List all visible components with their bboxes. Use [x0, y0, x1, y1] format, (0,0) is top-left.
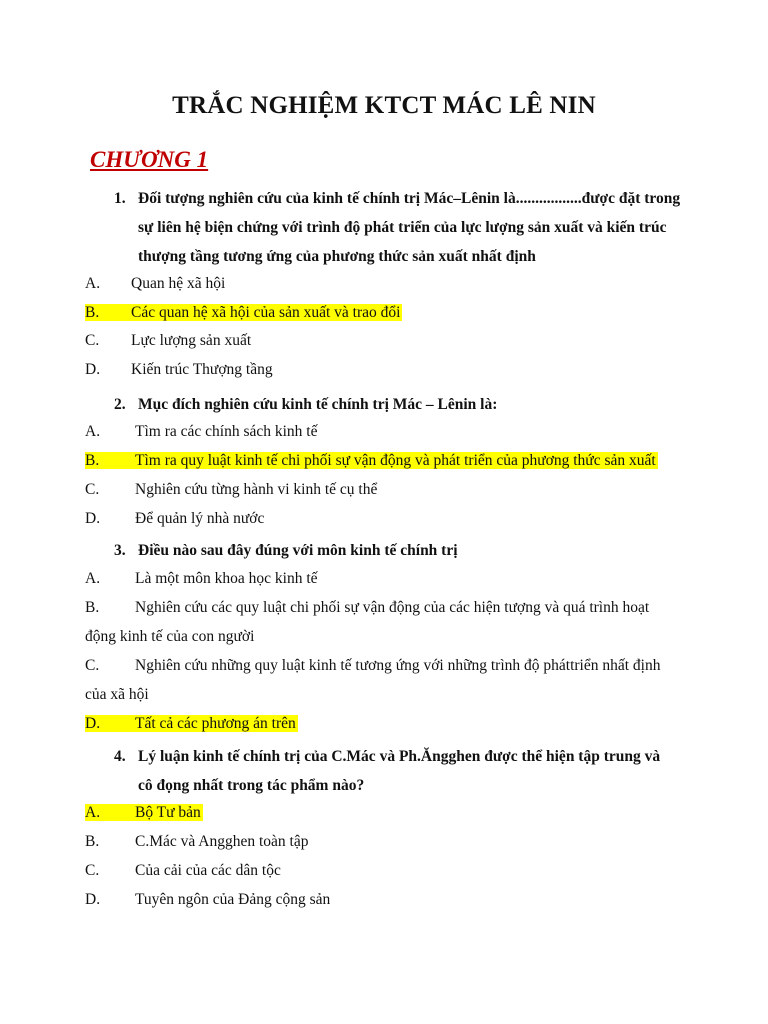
question-text-line: Mục đích nghiên cứu kinh tế chính trị Mác – Lênin là: — [138, 396, 498, 413]
option-letter: D. — [85, 891, 101, 908]
option-letter: D. — [85, 715, 101, 732]
option-letter: B. — [85, 452, 100, 469]
answer-option — [85, 569, 318, 589]
answer-option — [85, 331, 251, 351]
option-text: Kiến trúc Thượng tầng — [131, 361, 273, 378]
question-number: 4. — [114, 748, 126, 765]
question-text-line: sự liên hệ biện chứng với trình độ phát triển của lực lượng sản xuất và kiến trúc — [138, 219, 667, 236]
option-letter: A. — [85, 804, 101, 821]
document-title: TRẮC NGHIỆM KTCT MÁC LÊ NIN — [172, 92, 596, 119]
option-text: Tìm ra các chính sách kinh tế — [135, 423, 318, 440]
option-letter: C. — [85, 862, 100, 879]
answer-option-highlighted — [85, 714, 298, 734]
answer-option — [85, 651, 695, 709]
question-number: 2. — [114, 396, 126, 413]
option-letter: A. — [85, 423, 101, 440]
question-text-line: Đối tượng nghiên cứu của kinh tế chính trị Mác–Lênin là.................được đặt trong — [138, 190, 681, 207]
question-4 — [114, 742, 704, 800]
option-letter: C. — [85, 332, 100, 349]
answer-option-highlighted — [85, 803, 203, 823]
answer-option-highlighted — [85, 451, 658, 471]
question-text-line: Điều nào sau đây đúng với môn kinh tế chính trị — [138, 542, 458, 559]
answer-option — [85, 832, 308, 852]
option-text: Của cải của các dân tộc — [135, 862, 281, 879]
option-letter: D. — [85, 361, 101, 378]
question-text-line: thượng tầng tương ứng của phương thức sản xuất nhất định — [138, 248, 536, 265]
question-text-line: cô đọng nhất trong tác phẩm nào? — [138, 777, 365, 794]
option-text: Để quản lý nhà nước — [135, 510, 265, 527]
option-text-continued: của xã hội — [85, 686, 149, 703]
option-text: Quan hệ xã hội — [131, 275, 226, 292]
option-text: Nghiên cứu từng hành vi kinh tế cụ thể — [135, 481, 378, 498]
option-text: Tất cả các phương án trên — [135, 715, 296, 732]
answer-option — [85, 509, 264, 529]
answer-option — [85, 593, 695, 651]
option-text: Tìm ra quy luật kinh tế chi phối sự vận động và phát triển của phương thức sản xuất — [135, 452, 656, 469]
question-2 — [114, 390, 704, 419]
chapter-heading: CHƯƠNG 1 — [90, 147, 209, 172]
question-number: 1. — [114, 190, 126, 207]
option-text: Là một môn khoa học kinh tế — [135, 570, 318, 587]
option-letter: A. — [85, 275, 101, 292]
option-letter: B. — [85, 599, 100, 616]
option-text: C.Mác và Angghen toàn tập — [135, 833, 309, 850]
option-text: Tuyên ngôn của Đảng cộng sản — [135, 891, 331, 908]
answer-option — [85, 480, 377, 500]
option-letter: A. — [85, 570, 101, 587]
answer-option — [85, 360, 273, 380]
question-1 — [114, 184, 704, 271]
option-letter: C. — [85, 481, 100, 498]
option-text-continued: động kinh tế của con người — [85, 628, 255, 645]
answer-option — [85, 890, 330, 910]
question-3 — [114, 536, 704, 565]
option-letter: D. — [85, 510, 101, 527]
option-text: Bộ Tư bản — [135, 804, 201, 821]
option-letter: C. — [85, 657, 100, 674]
question-number: 3. — [114, 542, 126, 559]
answer-option — [85, 861, 281, 881]
answer-option — [85, 274, 225, 294]
question-text-line: Lý luận kinh tế chính trị của C.Mác và Ph.Ăngghen được thể hiện tập trung và — [138, 748, 661, 765]
option-text: Các quan hệ xã hội của sản xuất và trao đổi — [131, 304, 401, 321]
option-letter: B. — [85, 304, 100, 321]
option-text: Nghiên cứu các quy luật chi phối sự vận động của các hiện tượng và quá trình hoạt — [135, 599, 650, 616]
option-letter: B. — [85, 833, 100, 850]
answer-option-highlighted — [85, 303, 402, 323]
option-text: Nghiên cứu những quy luật kinh tế tương ứng với những trình độ pháttriển nhất định — [135, 657, 661, 674]
option-text: Lực lượng sản xuất — [131, 332, 252, 349]
answer-option — [85, 422, 317, 442]
